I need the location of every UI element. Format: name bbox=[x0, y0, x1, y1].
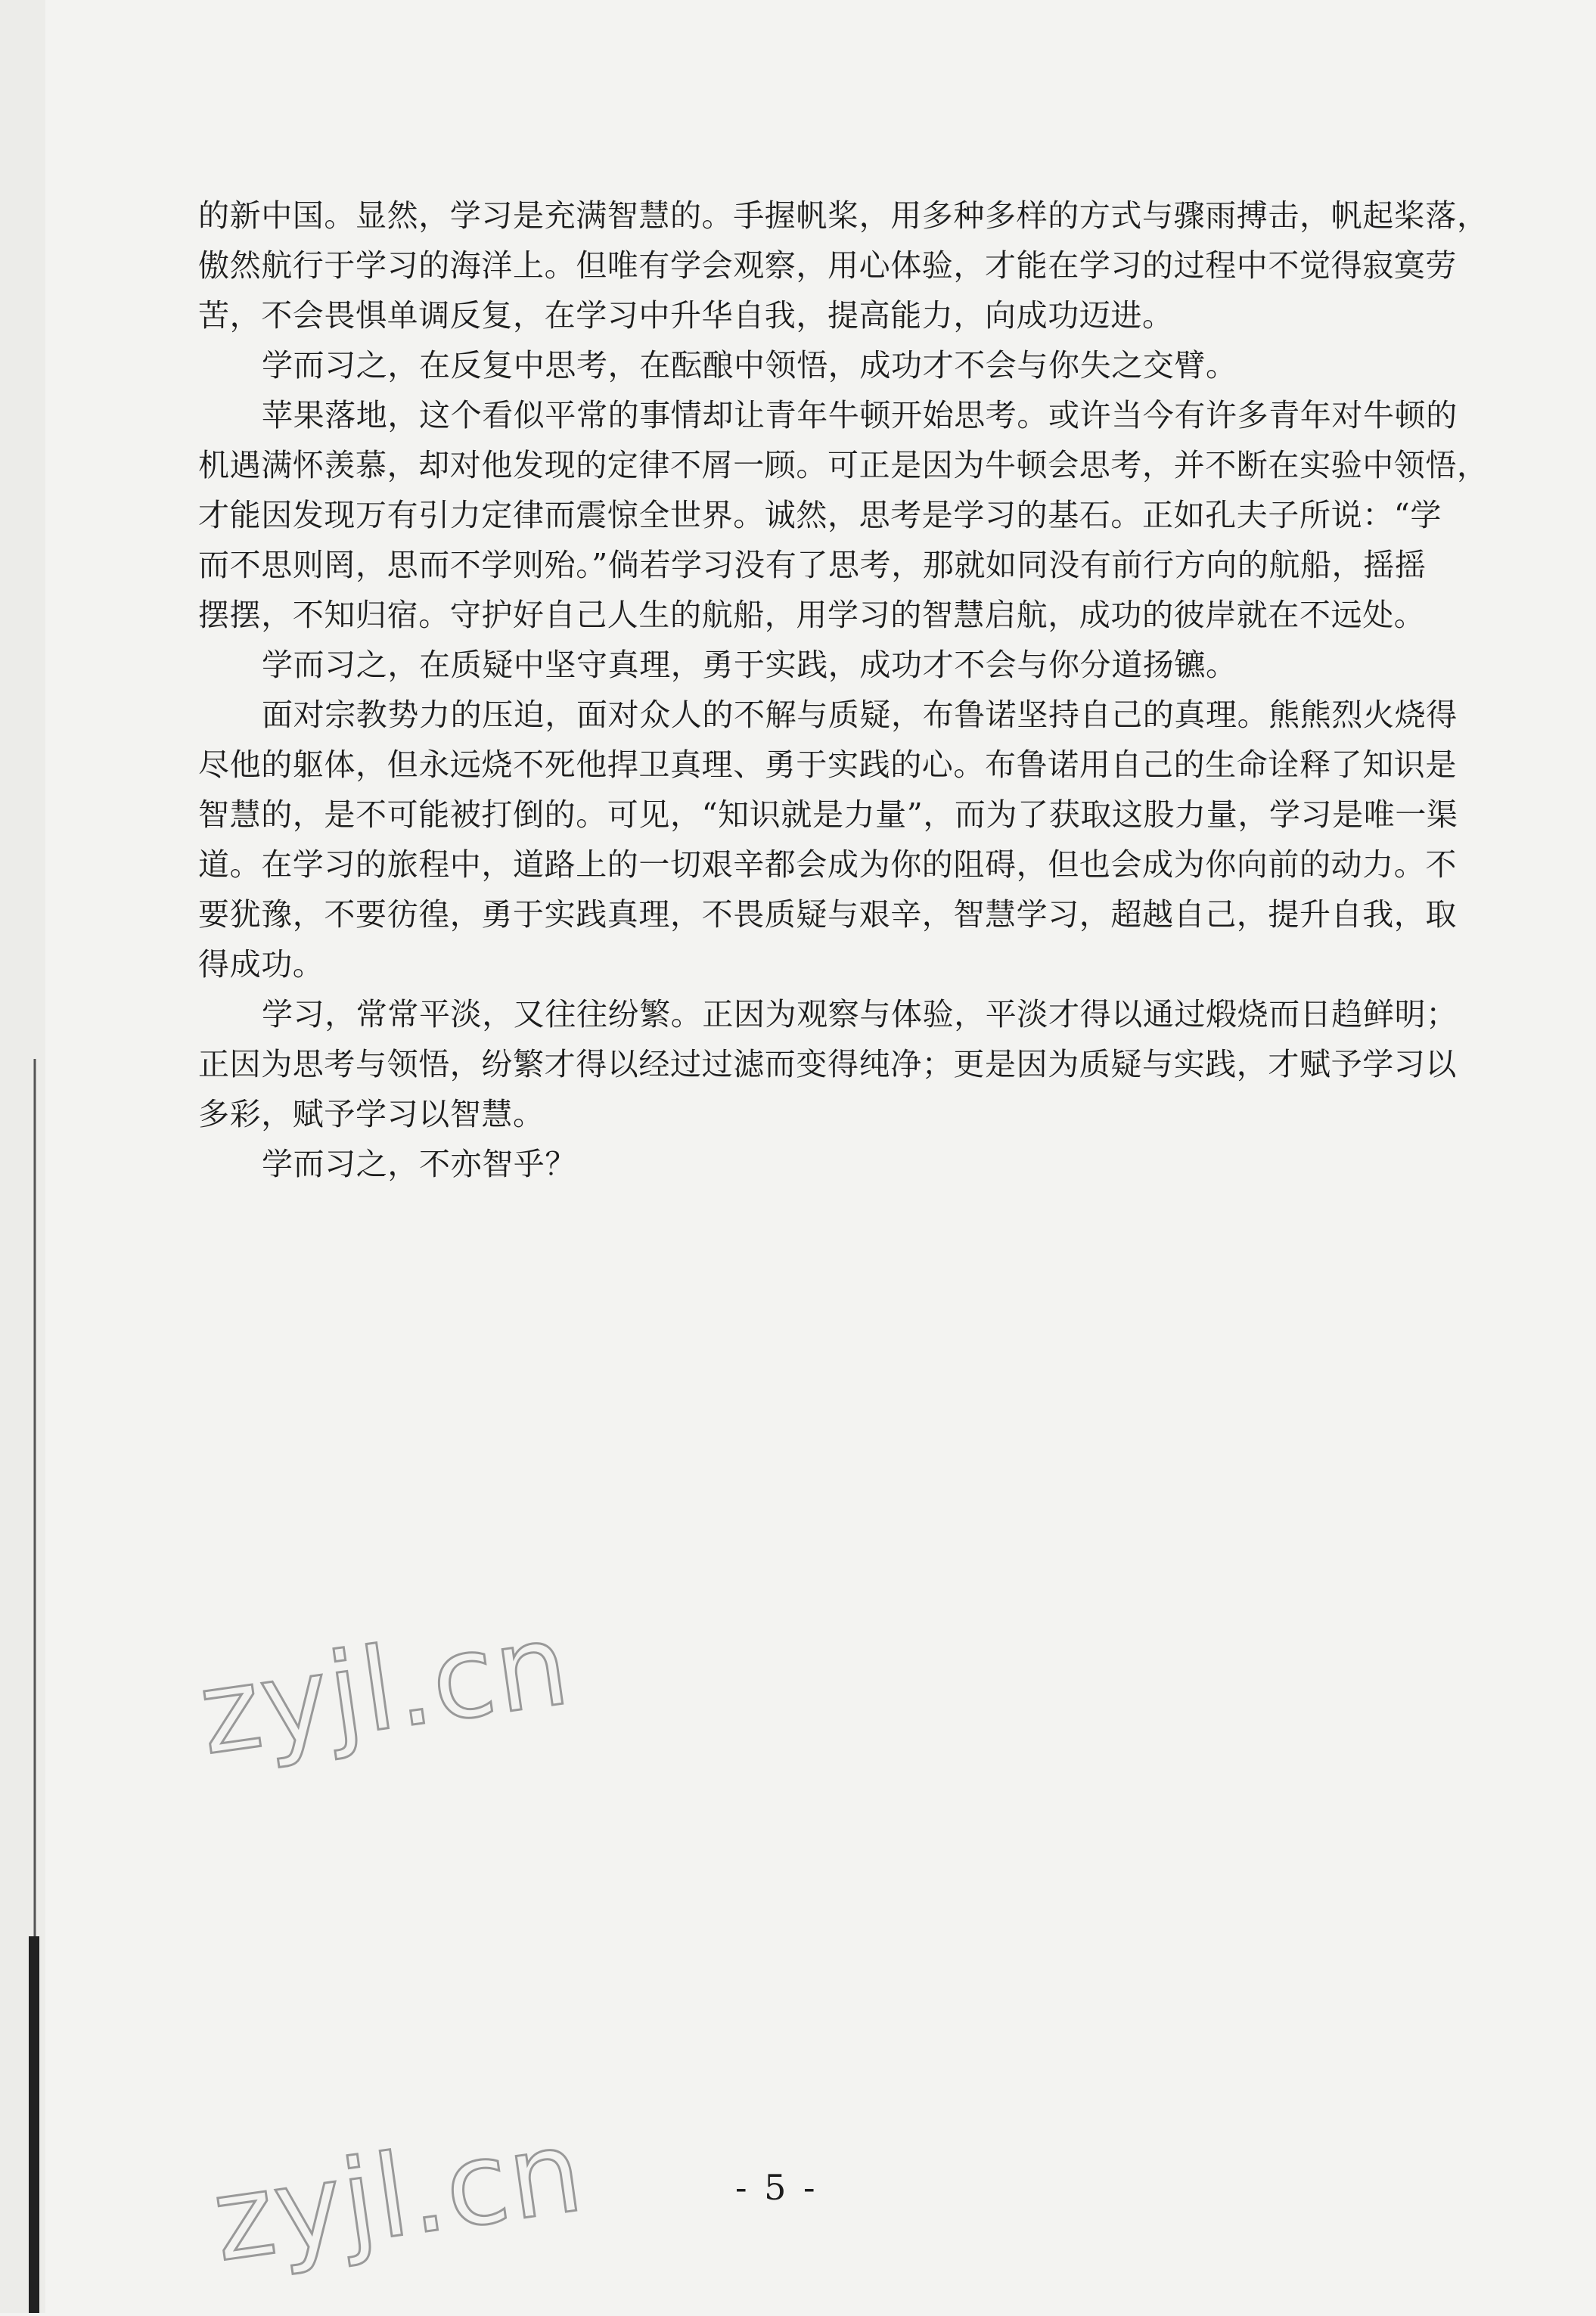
text-line: 苦，不会畏惧单调反复，在学习中升华自我，提高能力，向成功迈进。 bbox=[198, 297, 1174, 334]
watermark: zyjl.cn bbox=[205, 2105, 592, 2287]
text-line: 的新中国。显然，学习是充满智慧的。手握帆桨，用多种多样的方式与骤雨搏击，帆起桨落， bbox=[198, 197, 1489, 234]
text-line: 道。在学习的旅程中，道路上的一切艰辛都会成为你的阻碍，但也会成为你向前的动力。不 bbox=[198, 846, 1457, 883]
text-line: 学而习之，不亦智乎？ bbox=[262, 1146, 576, 1182]
watermark: zyjl.cn bbox=[191, 1598, 578, 1780]
page-number: - 5 - bbox=[735, 2167, 818, 2208]
scan-binding-shadow bbox=[29, 1936, 39, 2313]
text-line: 得成功。 bbox=[198, 946, 324, 983]
text-line: 智慧的，是不可能被打倒的。可见，“知识就是力量”，而为了获取这股力量，学习是唯一渠 bbox=[198, 796, 1458, 833]
text-line: 摆摆，不知归宿。守护好自己人生的航船，用学习的智慧启航，成功的彼岸就在不远处。 bbox=[198, 597, 1426, 633]
text-line: 尽他的躯体，但永远烧不死他捍卫真理、勇于实践的心。布鲁诺用自己的生命诠释了知识是 bbox=[198, 747, 1457, 783]
text-line: 苹果落地，这个看似平常的事情却让青年牛顿开始思考。或许当今有许多青年对牛顿的 bbox=[262, 397, 1458, 433]
text-line: 学而习之，在反复中思考，在酝酿中领悟，成功才不会与你失之交臂。 bbox=[262, 347, 1237, 383]
essay-body bbox=[198, 191, 1489, 1189]
text-line: 机遇满怀羡慕，却对他发现的定律不屑一顾。可正是因为牛顿会思考，并不断在实验中领悟， bbox=[198, 447, 1489, 483]
text-line: 正因为思考与领悟，纷繁才得以经过过滤而变得纯净；更是因为质疑与实践，才赋予学习以 bbox=[198, 1046, 1457, 1082]
text-line: 学习，常常平淡，又往往纷繁。正因为观察与体验，平淡才得以通过煅烧而日趋鲜明； bbox=[262, 996, 1458, 1032]
text-line: 才能因发现万有引力定律而震惊全世界。诚然，思考是学习的基石。正如孔夫子所说：“学 bbox=[198, 497, 1442, 533]
text-line: 傲然航行于学习的海洋上。但唯有学会观察，用心体验，才能在学习的过程中不觉得寂寞劳 bbox=[198, 247, 1457, 284]
text-line: 面对宗教势力的压迫，面对众人的不解与质疑，布鲁诺坚持自己的真理。熊熊烈火烧得 bbox=[262, 697, 1458, 733]
text-line: 而不思则罔，思而不学则殆。”倘若学习没有了思考，那就如同没有前行方向的航船，摇摇 bbox=[198, 547, 1427, 583]
text-line: 要犹豫，不要彷徨，勇于实践真理，不畏质疑与艰辛，智慧学习，超越自己，提升自我，取 bbox=[198, 896, 1457, 933]
text-line: 多彩，赋予学习以智慧。 bbox=[198, 1096, 545, 1132]
text-line: 学而习之，在质疑中坚守真理，勇于实践，成功才不会与你分道扬镳。 bbox=[262, 647, 1237, 683]
